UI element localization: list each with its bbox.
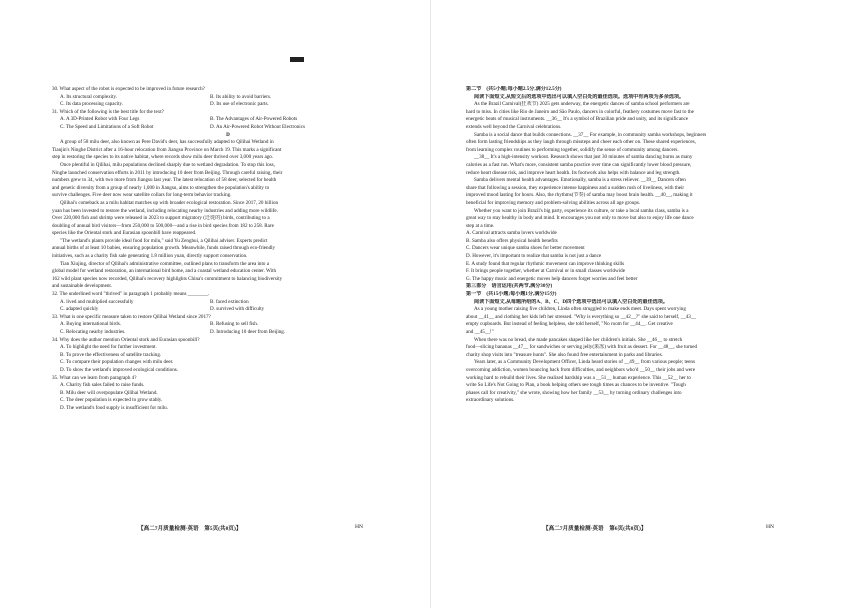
right-page-footer: 【高二7月质量检测·英语 第6页(共8页)】 [543,526,647,532]
option-right: B. Refusing to sell fish. [210,321,259,328]
text-line: Qilihai's comeback as a milu habitat matches up with broader ecological restoration. Since 2017, 20 billion [60,199,279,206]
text-line: beneficial for improving memory and problem-solving abilities across all age groups. [466,199,641,206]
option-row [52,329,404,337]
text-line: E. A study found that regular rhythmic movement can improve thinking skills [466,260,625,267]
option-left: A. lived and multiplied successfully [60,298,134,305]
text-line: calories as a fast run. What's more, consistent samba practice over time can significantly lower blood pressure, [466,161,692,168]
text-line: Ninghe launched conservation efforts in 2011 by introducing 10 deer from Beijing. Through careful raising, their [52,169,283,176]
text-line: Tianjin's Ninghe District after a 16-hour relocation from Jiangsu Province on March 19. This marks a significant [52,146,282,153]
text-line: G. The happy music and energetic moves help dancers forget worries and feel better [466,275,638,282]
text-line: annual births of at least 10 babies, ensuring population growth. Meanwhile, funds raised through eco-friendly [52,245,276,252]
option-right: D. survived with difficulty [210,306,265,313]
barcode-mark [290,57,304,62]
option-left: A. Buying international birds. [60,321,121,328]
text-line: A. Charity fish sales failed to raise funds. [60,382,145,389]
left-page-text [52,86,404,413]
text-line: extraordinary solutions. [466,397,515,404]
text-line: working hard to rebuild their lives. She realized hardship was a __51__ human experience. This __52__ her to [466,374,691,381]
text-line: A. Carnival attracts samba lovers worldwide [466,230,557,237]
option-right: D. Its use of electronic parts. [210,101,269,108]
text-line: Whether you want to join Brazil's big party, experience its culture, or take a local samba class, samba is a [474,207,689,214]
text-line: survive challenges. Five deer now wear satellite collars for long-term behavior tracking. [52,192,232,199]
option-row [52,116,404,124]
text-line: numbers grew to 34, with two more from Jiangsu last year. The latest relocation of 58 deer, selected for health [52,177,277,184]
text-line: C. To compare their population changes with milu deer. [60,359,174,366]
left-page-code: HN [355,524,364,530]
text-line: and __45__!" [466,329,494,335]
text-line: Over 220,000 fish and shrimp were released in 2023 to support migratory (迁徙的) birds, contributing to a [52,215,270,222]
right-page-text [466,86,821,405]
option-row [52,101,404,109]
text-line: great way to stay healthy in body and mind. It encourages you not only to move but also to enjoy life one dance [466,215,694,222]
text-line: and sustainable development. [52,283,113,290]
text-line: share that following a session, they experience intense happiness and a sudden rush of liveliness, with their [466,184,685,191]
text-line: food—slicing bananas __47__ for sandwiches or serving jelly(果冻) with fruit as dessert. For __48__, she turned [466,344,698,351]
text-line: 阅读下面短文,从每题所给的A、B、C、D四个选项中选出可以填入空白处的最佳选项。 [474,298,668,305]
text-line: D. To show the wetland's improved ecological conditions. [60,366,179,373]
text-line: step in restoring the species to its native habitat, where records show milu deer thrived over 3,000 years ago. [52,154,274,161]
text-line: 31. Which of the following is the best title for the text? [52,108,164,115]
right-page [430,0,860,608]
text-line: Samba delivers mental health advantages. Emotionally, samba is a stress reliever. __39__ Dancers often [474,177,686,184]
text-line: hard to miss. In cities like Rio de Janeiro and São Paulo, dancers in colorful, feathery costumes move fast to the [466,108,694,115]
text-line: often form lasting friendships as they laugh through missteps and cheer each other on. These shared experiences, [466,139,696,146]
option-row [52,299,404,307]
text-line: global model for wetland restoration, an international bird home, and a coastal wetland education center. With [52,268,277,275]
text-line: improved mood lasting for hours. Also, the rhythms(节奏) of samba may boost brain health. __40__, making it [466,192,693,199]
option-row [52,321,404,329]
right-page-code: HN [766,524,775,530]
text-line: charity shop visits into "treasure hunts". She also found free entertainment in parks and libraries. [466,351,663,358]
text-line: 第二节 (共5小题;每小题2.5分,满分12.5分) [466,86,562,92]
text-line: F. It brings people together, whether at Carnival or in small classes worldwide [466,268,625,275]
option-left: A. Its structural complexity. [60,93,117,100]
text-line: yuan has been invested to restore the wetland, including relocating nearby industries and adding more wildlife. [52,207,278,214]
text-line: phases call for creativity," she wrote, showing how her family __53__ by turning ordinary challenges into [466,389,682,396]
text-line: step at a time. [466,222,495,229]
text-line: 34. Why does the author mention Oriental stork and Eurasian spoonbill? [52,336,200,343]
text-line: D [226,131,230,138]
text-line: When there was no bread, she made pancakes shaped like her children's initials. She __46__ to stretch [474,336,683,343]
text-line: doubling of annual bird visitors—from 250,000 to 500,000—and a rise in bird species from 182 to 258. Rare [52,222,274,229]
text-line: and genetic diversity from a group of nearly 1,000 in Jiangsu, aims to strengthen the population's ability to [52,184,270,191]
text-line: from learning complex routines to performing together, solidify the sense of community among dancers. [466,146,679,153]
option-left: C. Its data processing capacity. [60,101,124,108]
text-line: C. The deer population is expected to grow stably. [60,397,163,404]
text-line: B. To prove the effectiveness of satellite tracking. [60,351,162,358]
text-line: A group of 58 milu deer, also known as Pere David's deer, has successfully adapted to Qilihai Wetland in [60,139,274,146]
text-line: 32. The underlined word "thrived" in paragraph 1 probably means ________. [52,291,210,298]
text-line: B. Milu deer will overpopulate Qilihai Wetland. [60,389,158,396]
text-line: 35. What can we learn from paragraph 4? [52,374,137,381]
text-line: "The wetland's plants provide ideal food for milu," said Yu Zenghui, a Qilihai adviser. Experts predict [60,237,268,244]
text-line: reduce heart disease risk, and improve heart health. Its footwork also helps with balance and leg strength. [466,169,681,176]
text-line: empty cupboards. But instead of feeling helpless, she told herself, "No room for __44__. Get creative [466,321,673,328]
option-left: A. A 3D-Printed Robot with Four Legs [60,116,140,123]
left-page-footer: 【高二7月质量检测·英语 第5页(共8页)】 [138,526,242,532]
text-line: Years later, as a Community Development Officer, Linda heard stories of __49__ from various people; teens [474,359,695,366]
text-line: energetic beats of musical instruments. __36__ It's a symbol of Brazilian pride and unity, and its significance [466,116,689,123]
text-line: Once plentiful in Qilihai, milu populations declined sharply due to wetland degradation. To stop this loss, [60,161,275,168]
option-right: B. Its ability to avoid barriers. [210,93,272,100]
text-line: species like the Oriental stork and Eurasian spoonbill have reappeared. [52,230,197,237]
text-line: 第三部分 语言运用(共两节,满分30分) [466,283,553,290]
text-line: 30. What aspect of the robot is expected to be improved in future research? [52,86,205,92]
text-line: 第一节 (共15小题;每小题1分,满分15分) [466,291,557,298]
text-line: A. To highlight the need for further investment. [60,344,157,351]
option-row [52,306,404,314]
text-line: __38__ It's a high-intensity workout. Research shows that just 30 minutes of samba dancing burns as many [474,154,693,161]
option-right: B. The Advantages of Air-Powered Robots [210,116,298,123]
text-line: 阅读下面短文,从短文后的选项中选出可以填入空白处的最佳选项。选项中有两项为多余选项。 [474,93,685,100]
option-right: B. faced extinction [210,298,249,305]
text-line: B. Samba also offers physical health benefits [466,237,558,244]
text-line: As the Brazil Carnival(狂欢节) 2025 gets underway, the energetic dances of samba school performers are [474,101,690,108]
option-left: C. adapted quickly [60,306,99,313]
text-line: 162 wild plant species now recorded, Qilihai's recovery highlights China's commitment to balancing biodiversity [52,275,283,282]
option-left: C. The Speed and Limitations of a Soft Robot [60,123,154,130]
option-row [52,124,404,132]
option-left: C. Relocating nearby industries. [60,329,126,335]
text-line: C. Dancers wear unique samba shoes for better movement [466,245,585,252]
text-line: initiatives, such as a charity fish sale generating 1.8 million yuan, directly support conservation. [52,253,248,260]
text-line: write So Life's Not Going to Plan, a book helping others see tough times as chances to be inventive. "Tough [466,382,686,389]
text-line: Tian Xiujing, director of Qilihai's administrative committee, outlined plans to transform the area into a [60,260,269,267]
option-row [52,94,404,102]
text-line: D. The wetland's food supply is insufficient for milu. [60,404,168,411]
text-line: 33. What is one specific measure taken to restore Qilihai Wetland since 2017? [52,313,211,320]
option-right: D. Introducing 10 deer from Beijing. [210,329,286,335]
text-line: Samba is a social dance that builds connections. __37__ For example, in community samba workshops, beginners [474,131,707,138]
text-line: overcoming addiction, women bouncing back from difficulties, and neighbors who'd __50__ their jobs and were [466,366,696,373]
text-line: about __41__ and clothing her kids left her stressed. "Why is everything so __42__?" she said to herself, __43__ [466,313,696,320]
text-line: As a young mother raising five children, Linda often struggled to make ends meet. Days spent worrying [474,306,686,313]
text-line: extends well beyond the Carnival celebrations. [466,123,562,130]
text-line: D. However, it's important to realize that samba is not just a dance [466,253,602,260]
option-right: D. An Air-Powered Robot Without Electronics [210,123,305,130]
